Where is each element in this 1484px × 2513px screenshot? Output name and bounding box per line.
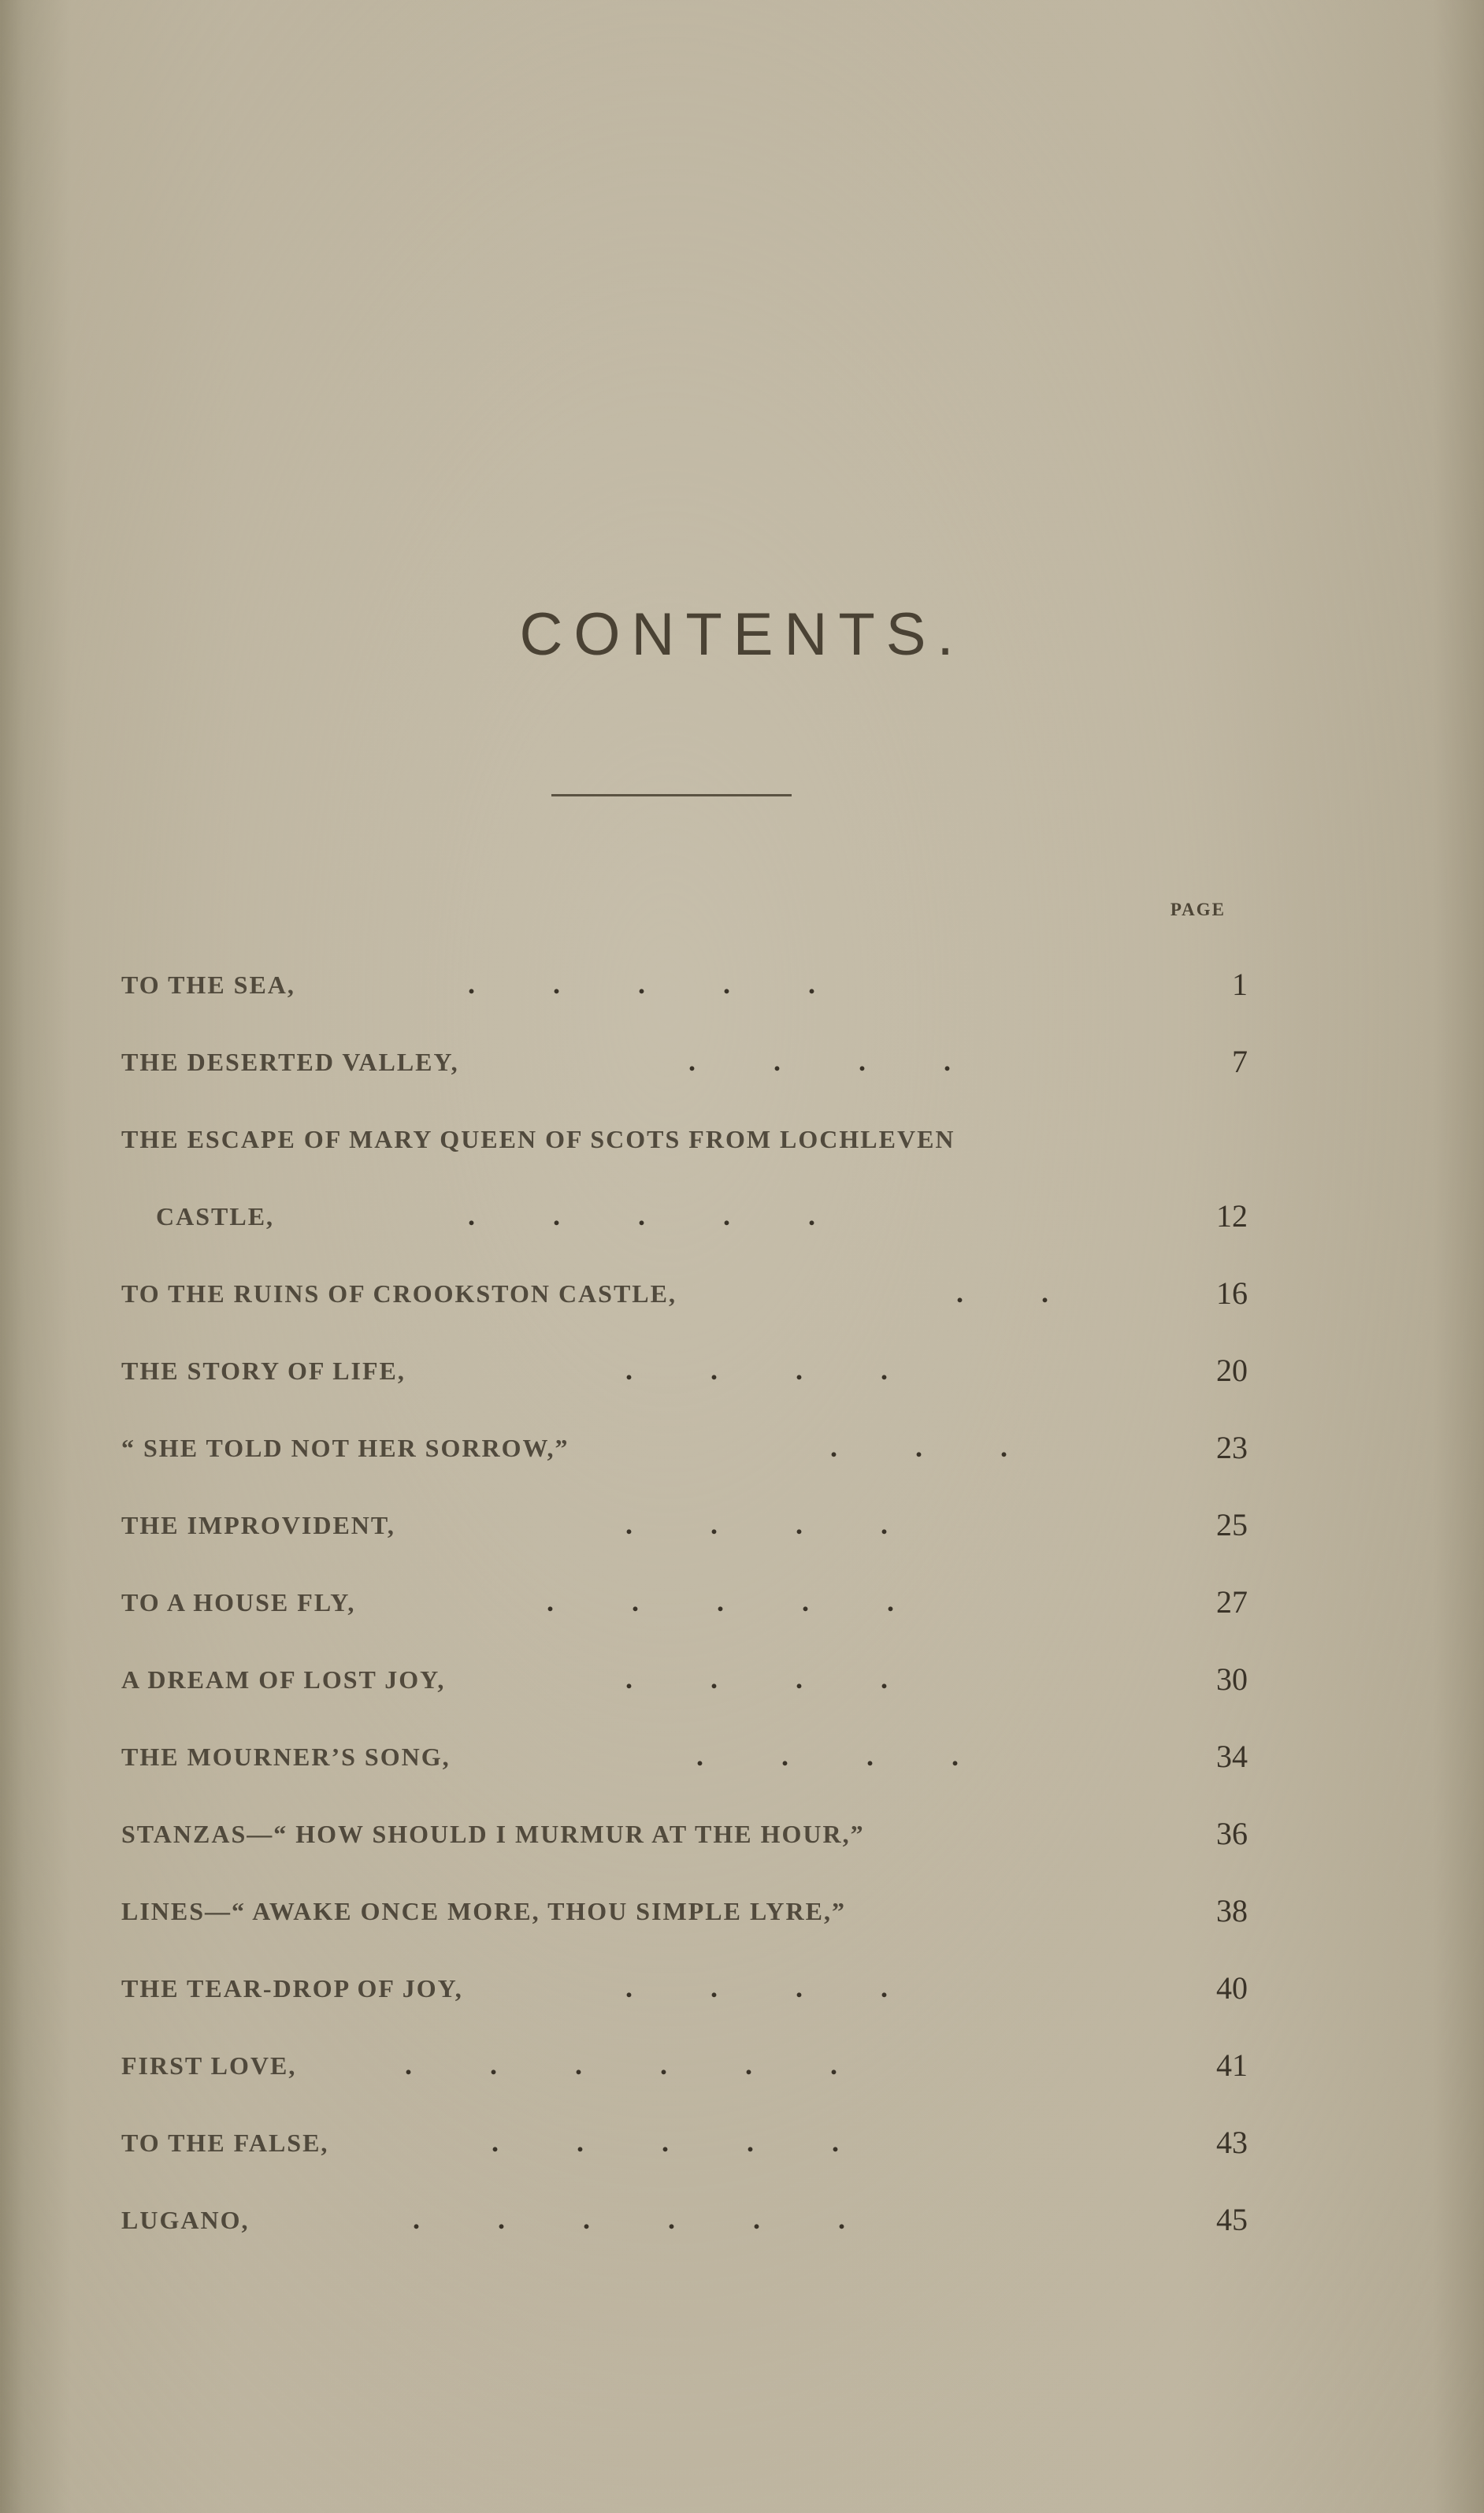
entry-title: TO THE RUINS OF CROOKSTON CASTLE, [121, 1279, 677, 1308]
dot-leaders: . . . . [688, 1045, 951, 1077]
entry-page: 1 [1232, 967, 1248, 1002]
title-rule [551, 794, 792, 796]
entry-title: THE ESCAPE OF MARY QUEEN OF SCOTS FROM LOCHLEVEN [121, 1125, 955, 1153]
entry-page: 36 [1216, 1816, 1248, 1851]
entry-title: LUGANO, [121, 2206, 250, 2234]
entry-title: THE TEAR-DROP OF JOY, [121, 1974, 463, 2003]
toc-entry [121, 1185, 1248, 1262]
toc-entry [121, 1339, 1248, 1416]
entry-page: 40 [1216, 1970, 1248, 2006]
entry-page: 7 [1232, 1044, 1248, 1079]
entry-title: TO THE FALSE, [121, 2129, 329, 2157]
entry-title: THE STORY OF LIFE, [121, 1357, 406, 1385]
toc-entry [121, 2111, 1248, 2188]
dot-leaders: . . . . . . [413, 2203, 845, 2235]
dot-leaders: . . . . . [468, 1200, 815, 1231]
entry-title: FIRST LOVE, [121, 2051, 297, 2080]
entry-page: 43 [1216, 2125, 1248, 2160]
toc-entry [121, 1416, 1248, 1494]
page-title: CONTENTS. [519, 601, 965, 668]
toc-entry [121, 1957, 1248, 2034]
toc-entry [121, 1802, 1248, 1880]
entry-page: 45 [1216, 2202, 1248, 2237]
dot-leaders: . . . . . [492, 2126, 839, 2158]
entry-title: TO THE SEA, [121, 971, 295, 999]
dot-leaders: . . . . [696, 1740, 959, 1772]
entry-page: 20 [1216, 1353, 1248, 1388]
entry-title: THE MOURNER’S SONG, [121, 1743, 451, 1771]
dot-leaders: . . . . [625, 1354, 888, 1386]
toc-entry [121, 1262, 1248, 1339]
toc-entry [121, 1030, 1248, 1108]
entry-title: LINES—“ AWAKE ONCE MORE, THOU SIMPLE LYRE,” [121, 1897, 846, 1925]
page-column-heading: PAGE [1170, 900, 1226, 919]
entry-title: STANZAS—“ HOW SHOULD I MURMUR AT THE HOUR,” [121, 1820, 865, 1848]
toc-entry [121, 1648, 1248, 1725]
entry-page: 41 [1216, 2047, 1248, 2083]
entry-page: 23 [1216, 1430, 1248, 1465]
entry-title: CASTLE, [156, 1202, 275, 1231]
entry-page: 25 [1216, 1507, 1248, 1542]
entry-page: 34 [1216, 1739, 1248, 1774]
toc-entry [121, 2188, 1248, 2266]
dot-leaders: . . [956, 1277, 1048, 1308]
toc-entry [121, 2034, 1248, 2111]
dot-leaders: . . . . . . [405, 2049, 837, 2081]
entry-page: 27 [1216, 1584, 1248, 1620]
dot-leaders: . . . . [625, 1663, 888, 1695]
table-of-contents [121, 953, 1248, 2266]
toc-entry [121, 1571, 1248, 1648]
entry-title: THE DESERTED VALLEY, [121, 1048, 459, 1076]
toc-entry [121, 1725, 1248, 1802]
entry-title: A DREAM OF LOST JOY, [121, 1665, 446, 1694]
dot-leaders: . . . . . [547, 1586, 894, 1617]
entry-title: TO A HOUSE FLY, [121, 1588, 356, 1617]
entry-page: 30 [1216, 1661, 1248, 1697]
entry-page: 16 [1216, 1275, 1248, 1311]
toc-entry [121, 953, 1248, 1030]
dot-leaders: . . . [830, 1431, 1007, 1463]
entry-page: 12 [1216, 1198, 1248, 1234]
entry-page: 38 [1216, 1893, 1248, 1928]
dot-leaders: . . . . . [468, 968, 815, 1000]
dot-leaders: . . . . [625, 1509, 888, 1540]
toc-entry [121, 1880, 1248, 1957]
toc-entry [121, 1494, 1248, 1571]
dot-leaders: . . . . [625, 1972, 888, 2003]
toc-entry [121, 1108, 1248, 1185]
entry-title: “ SHE TOLD NOT HER SORROW,” [121, 1434, 569, 1462]
entry-title: THE IMPROVIDENT, [121, 1511, 395, 1539]
